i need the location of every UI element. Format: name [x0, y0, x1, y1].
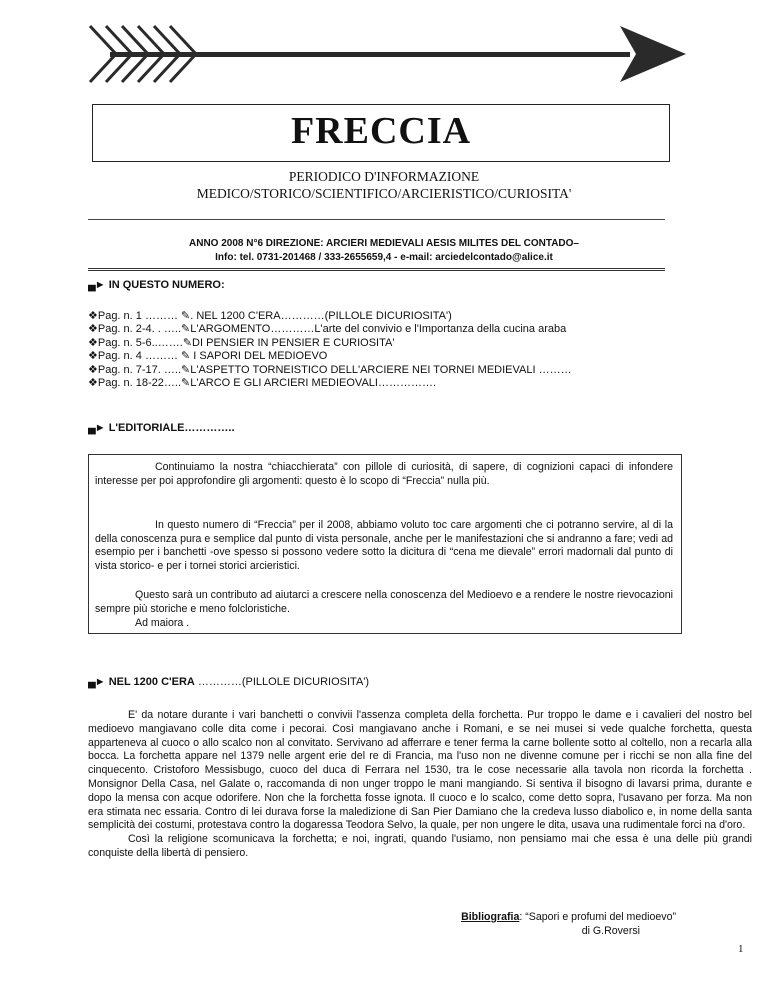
bibliography-title: : “Sapori e profumi del medioevo” — [519, 911, 676, 923]
subtitle-line-2: MEDICO/STORICO/SCIENTIFICO/ARCIERISTICO/CURIOSITA' — [196, 186, 572, 201]
section-marker-icon: ▄► — [88, 422, 105, 434]
editorial-paragraph: Ad maiora . — [135, 617, 190, 629]
divider — [88, 219, 665, 220]
page-number: 1 — [738, 943, 744, 955]
arrow-shaft — [110, 52, 630, 57]
editorial-box — [88, 454, 682, 634]
contact-info: Info: tel. 0731-201468 / 333-2655659,4 - e-mail: arciedelcontado@alice.it — [215, 252, 553, 263]
toc-heading — [88, 279, 228, 291]
toc-item: ❖Pag. n. 5-6..…….✎DI PENSIER IN PENSIER E CURIOSITA' — [88, 336, 395, 349]
double-divider — [88, 268, 665, 271]
arrow-illustration — [80, 18, 692, 90]
toc-item: ❖Pag. n. 1 ……… ✎. NEL 1200 C'ERA…………(PILLOLE DICURIOSITA') — [88, 310, 452, 322]
toc-list — [88, 310, 748, 390]
editorial-paragraph: Questo sarà un contributo ad aiutarci a crescere nella conoscenza del Medioevo e a rendere le nostre rievocazioni sempre più storiche e meno folcloristiche. — [95, 589, 673, 615]
subtitle-line-1: PERIODICO D'INFORMAZIONE — [288, 169, 480, 184]
editorial-paragraph: Continuiamo la nostra “chiacchierata” con pillole di curiosità, di sapere, di cognizioni capaci di infondere interesse per poi approfondire gli argomenti: questo è lo scopo di “Freccia” nulla più. — [95, 461, 673, 487]
issue-info: ANNO 2008 N°6 DIREZIONE: ARCIERI MEDIEVALI AESIS MILITES DEL CONTADO– — [189, 238, 579, 249]
section-marker-icon: ▄► — [88, 279, 105, 291]
editorial-heading — [88, 422, 238, 434]
title-box — [92, 104, 670, 162]
editorial-paragraph: In questo numero di “Freccia” per il 2008, abbiamo voluto toc care argomenti che ci potranno servire, al di la della conoscenza pura e semplice dal punto di vista personale, anche per le manifestazioni che si andranno a fare; vedi ad esempio per i banchetti -ove spesso si possono vedere sotto la dicitura di “cena me dievale” errori madornali dal punto di vista storico- e per i tornei storici arcieristici. — [95, 519, 673, 572]
bibliography — [0, 911, 676, 923]
toc-item: ❖Pag. n. 18-22…..✎L'ARCO E GLI ARCIERI MEDIEOVALI……………. — [88, 376, 437, 389]
article-paragraph: E' da notare durante i vari banchetti o convivii l'assenza completa della forchetta. Pur troppo le dame e i cavalieri del nostro bel medioevo mangiavano colle dita come i pecorai. Così mangiavano anche i Romani, e se nei musei si vede qualche forchetta, questa apparteneva al cuoco o allo scalco non al convitato. Servivano ad afferrare e tener ferma la carne bollente sotto al coltello, non a recarla alla bocca. La forchetta appare nel 1379 nelle argent erie del re di Francia, ma l'uso non ne divenne comune per i ricchi se non alla fine del cinquecento. Cristoforo Messisbugo, cuoco del duca di Ferrara nel 1530, tra le cose necessarie alla tavola non ricorda la forchetta . Monsignor Della Casa, nel Galate o, raccomanda di non unger troppo le mani mangiando. Si sentiva il bisogno di lavarsi prima, durante e dopo la mensa con acque odorifere. Non che la forchetta fosse ignota. Il cuoco e lo scalco, come detto sopra, l'usavano per forza. Ma non era stimata nec essaria. Contro di lei durava forse la maledizione di San Pier Damiano che la credeva lusso diabolico e, in nome della santa semplicità dei costumi, protestava contro la dogaressa Teodora Selvo, la quale, per non ungere le dita, usava una rudimentale forci na d'oro. — [88, 709, 752, 832]
toc-item: ❖Pag. n. 2-4. . …..✎L'ARGOMENTO…………L'arte del convivio e l'Importanza della cucina araba — [88, 323, 567, 336]
section-heading — [88, 676, 369, 688]
page-title: FRECCIA — [290, 110, 472, 152]
article-paragraph: Così la religione scomunicava la forchetta; e noi, ingrati, quando l'usiamo, non pensiamo mai che essa è una delle più grandi conquiste della libertà di pensiero. — [88, 833, 752, 859]
bibliography-label: Bibliografia — [461, 911, 520, 923]
toc-item: ❖Pag. n. 7-17. …..✎L'ASPETTO TORNEISTICO DELL'ARCIERE NEI TORNEI MEDIEVALI ……… — [88, 363, 572, 376]
article-body — [88, 709, 752, 861]
section-marker-icon: ▄► — [88, 676, 105, 688]
bibliography-author: di G.Roversi — [581, 925, 640, 937]
section-heading-subtitle: …………(PILLOLE DICURIOSITA') — [197, 676, 370, 688]
toc-heading-label: IN QUESTO NUMERO: — [108, 279, 225, 291]
toc-item: ❖Pag. n. 4 ……… ✎ I SAPORI DEL MEDIOEVO — [88, 350, 328, 363]
editorial-heading-label: L'EDITORIALE………….. — [108, 422, 235, 434]
section-heading-title: NEL 1200 C'ERA — [108, 676, 195, 688]
